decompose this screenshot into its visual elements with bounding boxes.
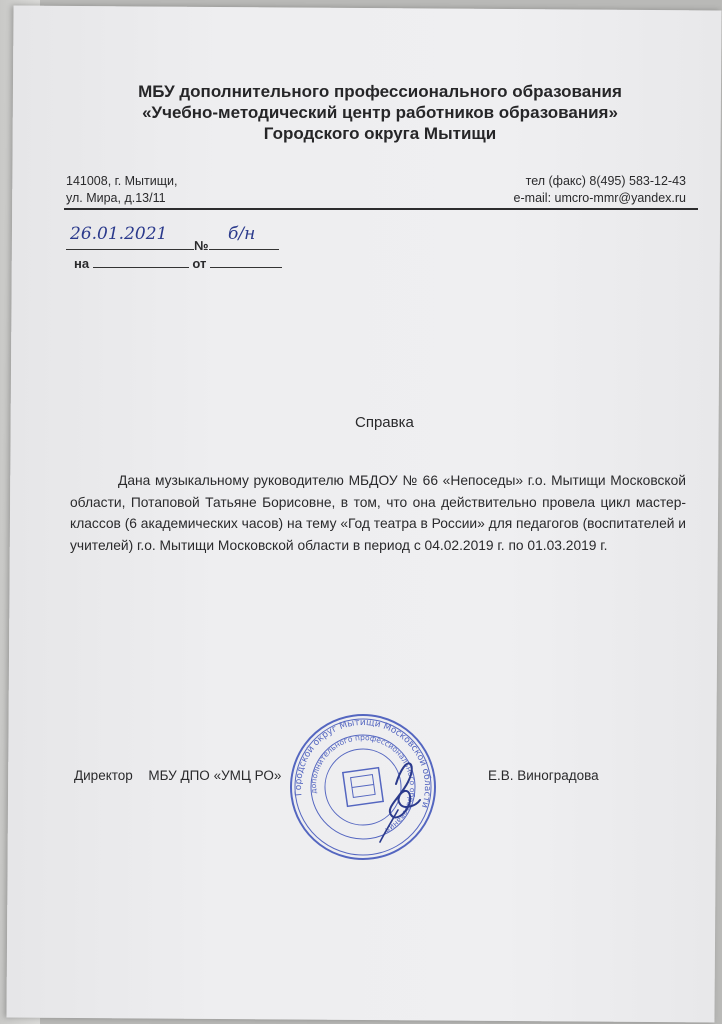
- address-line-1: 141008, г. Мытищи,: [66, 174, 178, 188]
- handwritten-date: 26.01.2021: [70, 224, 168, 244]
- stamp-outer-text: Городской округ Мытищи Московской области: [293, 717, 433, 809]
- document-body: Дана музыкальному руководителю МБДОУ № 66 «Непоседы» г.о. Мытищи Московской области, Потаповой Татьяне Борисовне, в том, что она действительно провела цикл мастер-классов (6 академических часов) на тему «Год театра в России» для педагогов (воспитателей и учителей) г.о. Мытищи Московской области в период с 04.02.2019 г. по 01.03.2019 г.: [70, 473, 686, 553]
- na-blank: [93, 253, 189, 268]
- official-stamp: [288, 712, 438, 867]
- ot-blank: [210, 253, 282, 268]
- ot-label: от: [192, 256, 207, 271]
- address-line-2: ул. Мира, д.13/11: [66, 191, 166, 205]
- email-text: e-mail: umcro-mmr@yandex.ru: [513, 191, 686, 205]
- director-label: Директор: [74, 768, 133, 783]
- organization-abbr: МБУ ДПО «УМЦ РО»: [148, 768, 282, 783]
- signatory-name: Е.В. Виноградова: [488, 768, 599, 783]
- letterhead-line-3: Городского округа Мытищи: [263, 124, 497, 143]
- registration-line-2: [74, 253, 282, 271]
- stamp-inner-text: дополнительного профессионального образования: [308, 732, 418, 835]
- handwritten-number: б/н: [228, 224, 256, 244]
- address-block: [66, 173, 177, 207]
- stamp-seal-graphic: [288, 712, 438, 862]
- number-label: №: [194, 238, 209, 253]
- contact-block: [514, 173, 686, 207]
- na-label: на: [74, 256, 90, 271]
- letterhead-line-2: «Учебно-методический центр работников образования»: [142, 103, 618, 122]
- signature-position: [74, 768, 281, 783]
- header-divider: [64, 208, 698, 210]
- phone-text: тел (факс) 8(495) 583-12-43: [525, 174, 686, 188]
- document-title: Справка: [355, 414, 414, 431]
- letterhead-line-1: МБУ дополнительного профессионального образования: [138, 82, 622, 101]
- letterhead-title: [60, 81, 700, 144]
